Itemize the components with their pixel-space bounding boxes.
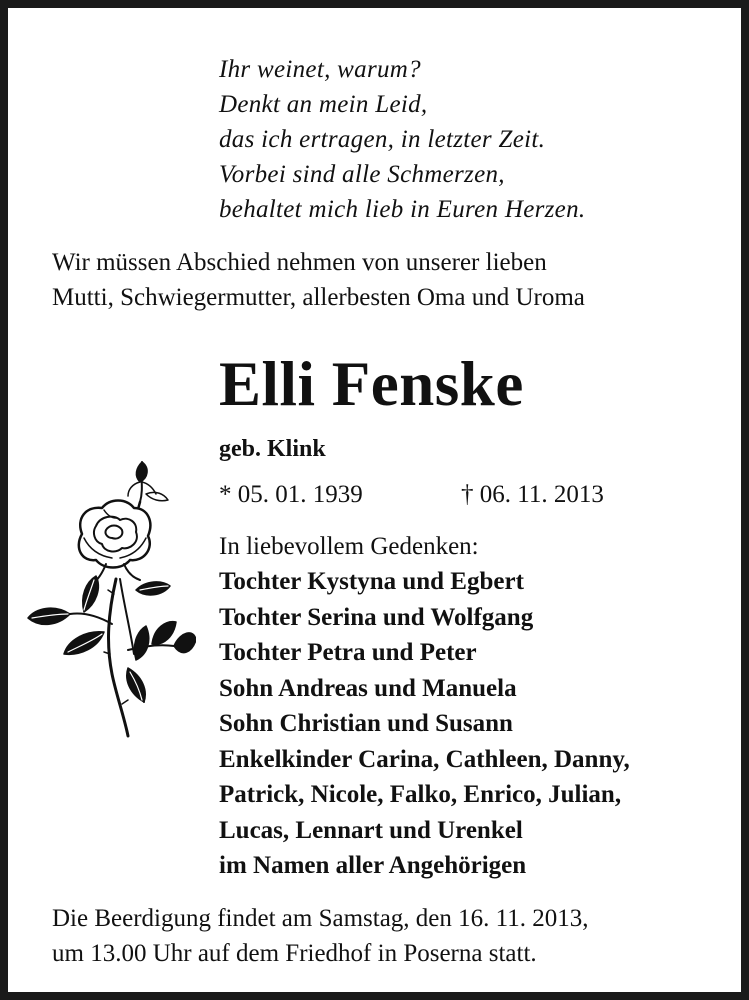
death-date: † 06. 11. 2013 — [461, 481, 604, 508]
memory-line: In liebevollem Gedenken: — [219, 533, 479, 560]
poem — [219, 52, 585, 227]
family-list — [219, 564, 630, 884]
maiden-name: geb. Klink — [219, 436, 326, 462]
family-line: Lucas, Lennart und Urenkel — [219, 816, 523, 844]
family-line: Tochter Petra und Peter — [219, 639, 477, 666]
family-line: Patrick, Nicole, Falko, Enrico, Julian, — [219, 781, 622, 808]
poem-line: das ich ertragen, in letzter Zeit. — [219, 126, 546, 153]
funeral-line: um 13.00 Uhr auf dem Friedhof in Poserna statt. — [52, 940, 537, 967]
funeral-notice — [52, 901, 588, 971]
family-line: Tochter Kystyna und Egbert — [219, 568, 524, 595]
family-line: Enkelkinder Carina, Cathleen, Danny, — [219, 745, 630, 773]
family-line: Sohn Andreas und Manuela — [219, 674, 517, 702]
deceased-name: Elli Fenske — [219, 349, 524, 419]
funeral-line: Die Beerdigung findet am Samstag, den 16. 11. 2013, — [52, 905, 589, 932]
family-line: im Namen aller Angehörigen — [219, 852, 527, 879]
birth-date: * 05. 01. 1939 — [219, 481, 363, 508]
family-line: Sohn Christian und Susann — [219, 710, 513, 737]
poem-line: behaltet mich lieb in Euren Herzen. — [219, 196, 586, 223]
rose-icon — [24, 454, 196, 739]
family-line: Tochter Serina und Wolfgang — [219, 603, 534, 631]
intro-text — [52, 245, 585, 315]
poem-line: Vorbei sind alle Schmerzen, — [219, 161, 505, 188]
intro-line: Wir müssen Abschied nehmen von unserer lieben — [52, 249, 547, 276]
poem-line: Denkt an mein Leid, — [219, 91, 428, 118]
intro-line: Mutti, Schwiegermutter, allerbesten Oma und Uroma — [52, 284, 585, 311]
poem-line: Ihr weinet, warum? — [219, 56, 421, 83]
